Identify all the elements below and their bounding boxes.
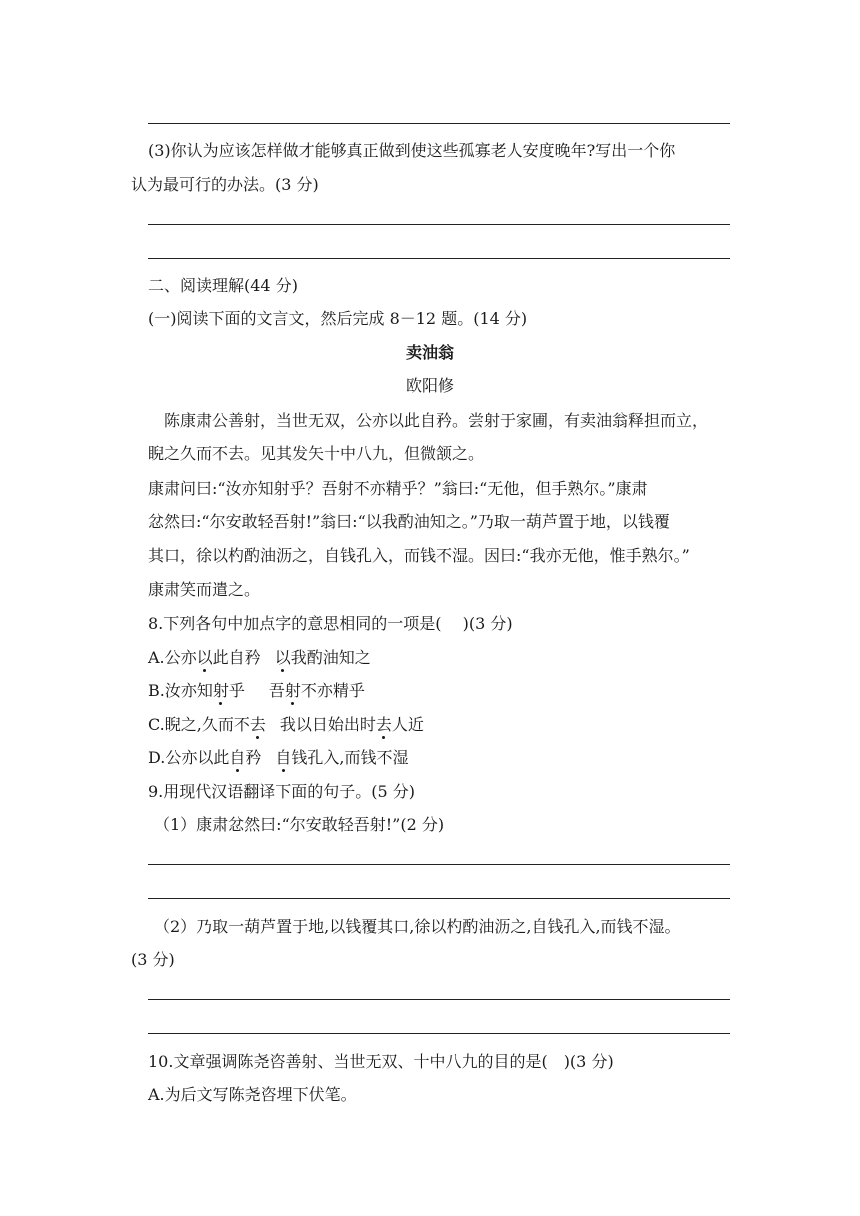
passage-p2-line1: 康肃问曰:“汝亦知射乎？吾射不亦精乎？”翁曰:“无他，但手熟尔。”康肃: [148, 479, 648, 498]
q9-sentence2-line1: （2）乃取一葫芦置于地,以钱覆其口,徐以杓酌油沥之,自钱孔入,而钱不湿。: [154, 917, 681, 936]
passage-p2-line2: 忿然曰:“尔安敢轻吾射!”翁曰:“以我酌油知之。”乃取一葫芦置于地，以钱覆: [148, 512, 670, 531]
answer-line: [148, 123, 730, 124]
q10-option-a: A.为后文写陈尧咨埋下伏笔。: [148, 1085, 357, 1104]
answer-line: [148, 224, 730, 225]
q8-option-d: D.公亦以此自矜 自钱孔入,而钱不湿: [148, 748, 409, 767]
q7-3-line2: 认为最可行的办法。(3 分): [131, 175, 319, 194]
passage-p2-line3: 其口，徐以杓酌油沥之，自钱孔入，而钱不湿。因曰:“我亦无他，惟手熟尔。”: [148, 546, 690, 565]
answer-line: [148, 898, 730, 899]
q8-option-a: A.公亦以此自矜 以我酌油知之: [148, 648, 371, 667]
answer-line: [148, 1033, 730, 1034]
passage-p1-line1: 陈康肃公善射，当世无双，公亦以此自矜。尝射于家圃，有卖油翁释担而立，: [164, 411, 709, 430]
answer-line: [148, 258, 730, 259]
passage-title: 卖油翁: [405, 343, 454, 362]
subsection-heading: (一)阅读下面的文言文，然后完成 8－12 题。(14 分): [148, 309, 528, 328]
q9-sentence2-line2: (3 分): [131, 950, 175, 969]
q9-stem: 9.用现代汉语翻译下面的句子。(5 分): [148, 782, 416, 801]
passage-p2-line4: 康肃笑而遣之。: [148, 580, 261, 599]
passage-p1-line2: 睨之久而不去。见其发矢十中八九，但微颔之。: [148, 444, 485, 463]
q7-3-line1: (3)你认为应该怎样做才能够真正做到使这些孤寡老人安度晚年?写出一个你: [148, 141, 676, 160]
answer-line: [148, 864, 730, 865]
q10-stem: 10.文章强调陈尧咨善射、当世无双、十中八九的目的是( )(3 分): [148, 1052, 614, 1071]
q8-option-c: C.睨之,久而不去 我以日始出时去人近: [148, 715, 424, 734]
passage-author: 欧阳修: [405, 376, 454, 395]
section-heading: 二、阅读理解(44 分): [148, 276, 298, 295]
q8-stem: 8.下列各句中加点字的意思相同的一项是( )(3 分): [148, 614, 513, 633]
answer-line: [148, 999, 730, 1000]
q9-sentence1: （1）康肃忿然曰:“尔安敢轻吾射!”(2 分): [154, 815, 445, 834]
q8-option-b: B.汝亦知射乎 吾射不亦精乎: [148, 681, 365, 700]
